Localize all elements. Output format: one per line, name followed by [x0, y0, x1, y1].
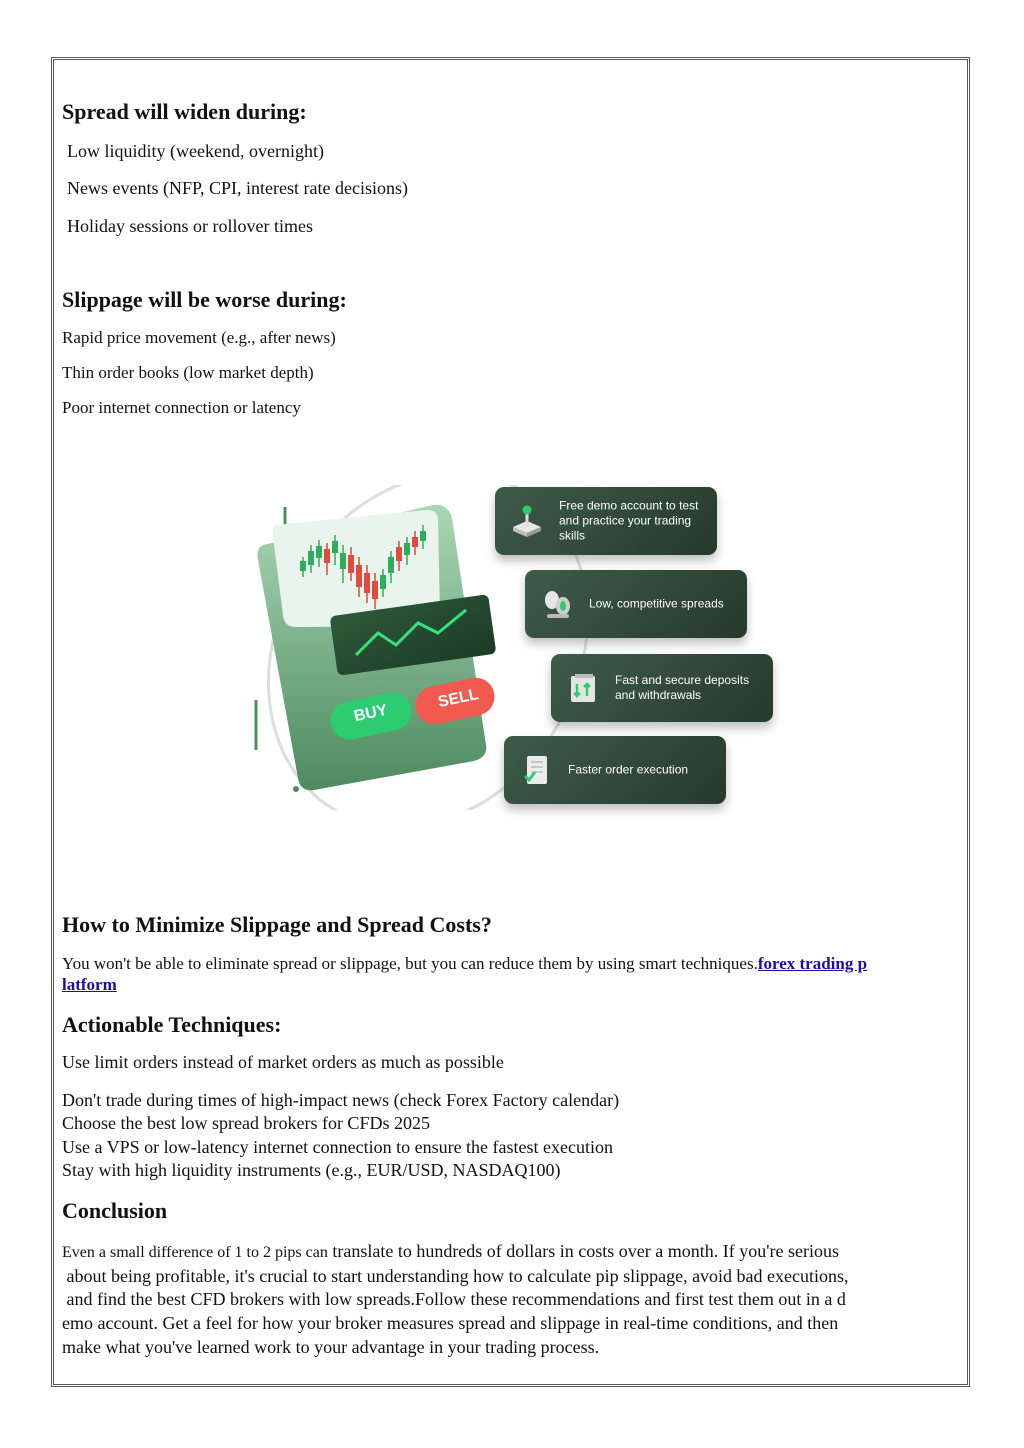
conclusion-paragraph — [62, 1240, 964, 1360]
techniques-heading: Actionable Techniques: — [62, 1012, 282, 1037]
list-item: Low liquidity (weekend, overnight) — [67, 141, 324, 161]
spread-heading: Spread will widen during: — [62, 99, 307, 124]
list-item: Thin order books (low market depth) — [62, 363, 314, 382]
list-item: Rapid price movement (e.g., after news) — [62, 328, 336, 347]
feature-card-deposits — [551, 654, 773, 722]
minimize-heading: How to Minimize Slippage and Spread Costs? — [62, 912, 492, 937]
feature-card-text: Low, competitive spreads — [589, 596, 724, 611]
conclusion-line: and find the best CFD brokers with low spreads.Follow these recommendations and first test them out in a d — [62, 1289, 846, 1310]
list-item: Don't trade during times of high-impact news (check Forex Factory calendar) — [62, 1090, 620, 1110]
feature-card-execution — [504, 736, 726, 804]
coins-icon — [539, 586, 575, 622]
feature-card-demo — [495, 487, 717, 555]
list-item: Stay with high liquidity instruments (e.g., EUR/USD, NASDAQ100) — [62, 1160, 561, 1180]
feature-card-text: Faster order execution — [568, 762, 689, 777]
document-icon — [518, 752, 554, 788]
wallet-icon — [565, 670, 601, 706]
list-item: Poor internet connection or latency — [62, 398, 301, 417]
list-item: Holiday sessions or rollover times — [67, 216, 313, 236]
buy-button-label: BUY — [352, 701, 390, 726]
conclusion-heading: Conclusion — [62, 1198, 168, 1223]
feature-card-text: Free demo account to test and practice your trading skills — [559, 498, 699, 543]
list-item: Use a VPS or low-latency internet connection to ensure the fastest execution — [62, 1137, 614, 1157]
feature-card-spreads — [525, 570, 747, 638]
forex-platform-link[interactable]: forex trading p — [757, 954, 868, 973]
minimize-body: You won't be able to eliminate spread or slippage, but you can reduce them by using smart techniques. — [62, 954, 758, 973]
conclusion-line: about being profitable, it's crucial to start understanding how to calculate pip slippage, avoid bad executions, — [62, 1265, 849, 1286]
feature-card-text: Fast and secure deposits and withdrawals — [615, 673, 750, 702]
list-item: News events (NFP, CPI, interest rate decisions) — [67, 178, 408, 198]
list-item: Choose the best low spread brokers for CFDs 2025 — [62, 1113, 430, 1133]
conclusion-line: make what you've learned work to your advantage in your trading process. — [62, 1336, 600, 1357]
minimize-paragraph — [62, 953, 964, 995]
list-item: Use limit orders instead of market orders as much as possible — [62, 1052, 504, 1072]
joystick-icon — [509, 503, 545, 539]
conclusion-intro: Even a small difference of 1 to 2 pips can — [62, 1244, 328, 1261]
slippage-heading: Slippage will be worse during: — [62, 287, 347, 312]
conclusion-line: emo account. Get a feel for how your broker measures spread and slippage in real-time conditions, and then — [62, 1313, 839, 1334]
forex-platform-link-cont[interactable]: latform — [62, 975, 117, 994]
conclusion-line: translate to hundreds of dollars in costs over a month. If you're serious — [332, 1241, 839, 1261]
sell-button-label: SELL — [436, 685, 481, 712]
